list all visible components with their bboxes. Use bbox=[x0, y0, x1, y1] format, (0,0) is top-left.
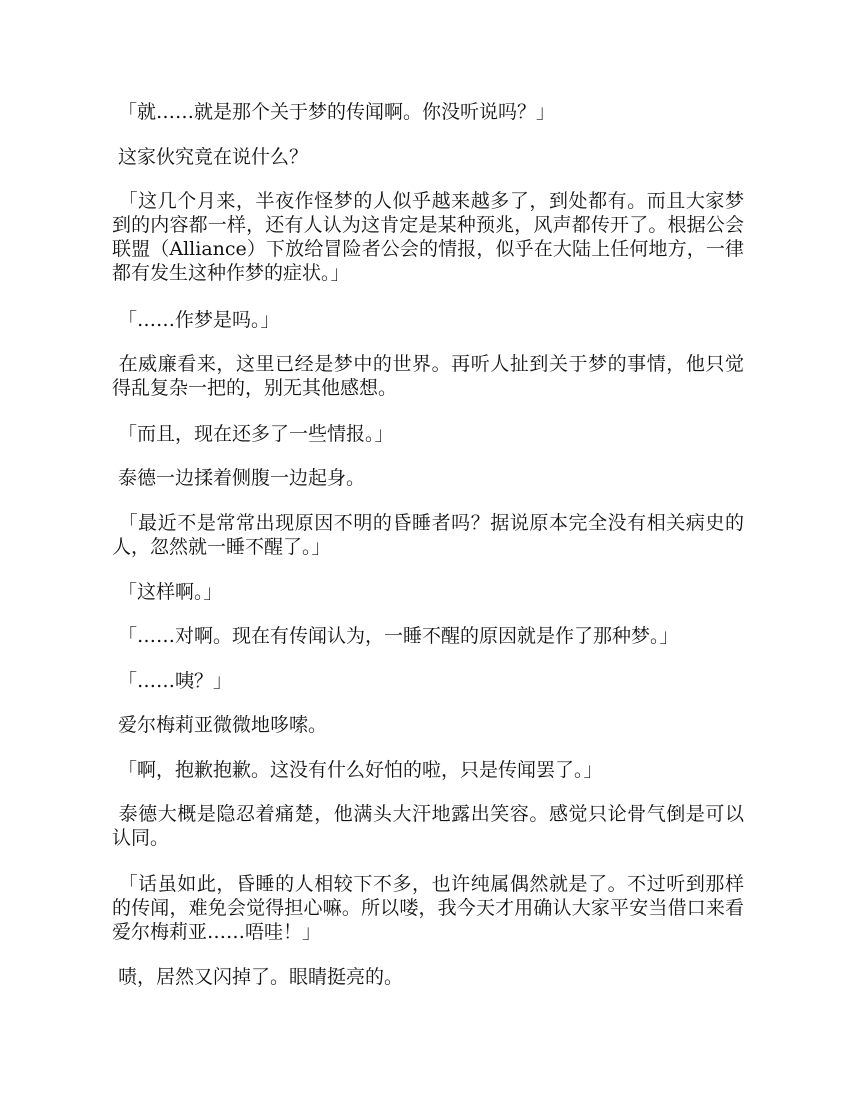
paragraph-13: 「啊，抱歉抱歉。这没有什么好怕的啦，只是传闻罢了。」 bbox=[112, 759, 603, 781]
paragraph-3: 「这几个月来，半夜作怪梦的人似乎越来越多了，到处都有。而且大家梦到的内容都一样，还有人认为这肯定是某种预兆，风声都传开了。根据公会联盟（Alliance）下放给冒险者公会的情报，似乎在大陆上任何地方，一律都有发生这种作梦的症状。」 bbox=[112, 190, 744, 284]
paragraph-2: 这家伙究竟在说什么？ bbox=[112, 146, 309, 168]
paragraph-7: 泰德一边揉着侧腹一边起身。 bbox=[112, 467, 366, 489]
paragraph-16: 啧，居然又闪掉了。眼睛挺亮的。 bbox=[112, 966, 404, 988]
paragraph-14: 泰德大概是隐忍着痛楚，他满头大汗地露出笑容。感觉只论骨气倒是可以认同。 bbox=[112, 803, 744, 849]
paragraph-6: 「而且，现在还多了一些情报。」 bbox=[112, 423, 394, 445]
paragraph-4: 「……作梦是吗。」 bbox=[112, 309, 280, 331]
paragraph-12: 爱尔梅莉亚微微地哆嗦。 bbox=[112, 714, 328, 736]
paragraph-10: 「……对啊。现在有传闻认为，一睡不醒的原因就是作了那种梦。」 bbox=[112, 625, 679, 647]
paragraph-5: 在威廉看来，这里已经是梦中的世界。再听人扯到关于梦的事情，他只觉得乱复杂一把的，别无其他感想。 bbox=[112, 353, 744, 399]
paragraph-15: 「话虽如此，昏睡的人相较下不多，也许纯属偶然就是了。不过听到那样的传闻，难免会觉得担心嘛。所以喽，我今天才用确认大家平安当借口来看爱尔梅莉亚……唔哇！」 bbox=[112, 873, 744, 943]
paragraph-1: 「就……就是那个关于梦的传闻啊。你没听说吗？」 bbox=[112, 101, 556, 123]
paragraph-9: 「这样啊。」 bbox=[112, 581, 223, 603]
paragraph-11: 「……咦？」 bbox=[112, 670, 233, 692]
paragraph-8: 「最近不是常常出现原因不明的昏睡者吗？据说原本完全没有相关病史的人，忽然就一睡不醒了。」 bbox=[112, 512, 744, 558]
